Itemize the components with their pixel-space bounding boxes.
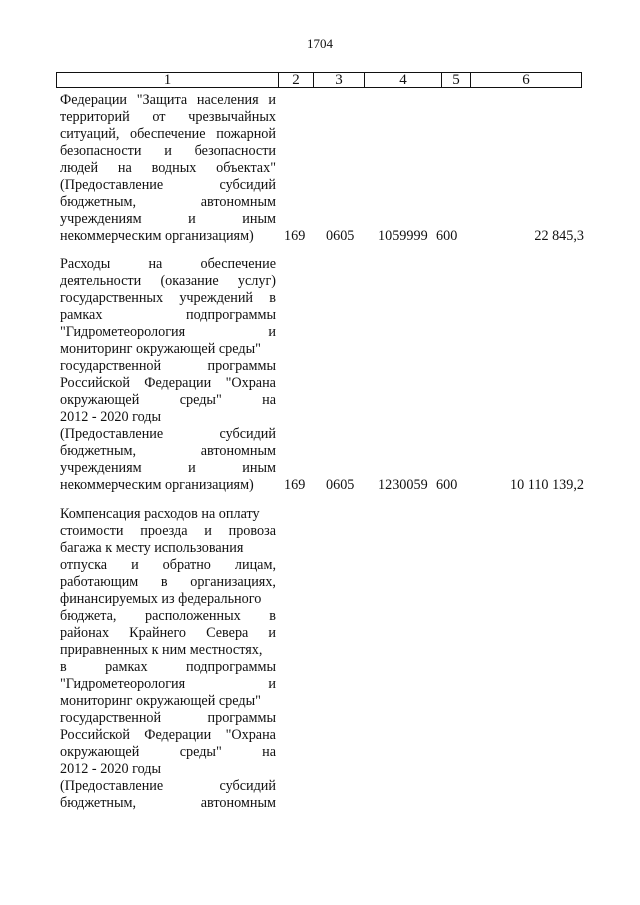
- description-line: [60, 591, 276, 608]
- description-line: [60, 693, 276, 710]
- description-word: в: [60, 659, 67, 675]
- description-line: [60, 540, 276, 557]
- description-word: проезда: [140, 523, 188, 539]
- description-line: [60, 273, 276, 290]
- row-gr: 169: [284, 477, 306, 493]
- description-word: Федерации: [144, 727, 212, 743]
- description-word: обратно: [162, 557, 211, 573]
- description-line: [60, 778, 276, 795]
- description-line: [60, 256, 276, 273]
- description-word: приравненных к ним местностях,: [60, 642, 263, 658]
- description-word: на: [262, 392, 276, 408]
- description-word: среды": [179, 744, 222, 760]
- description-word: в: [160, 574, 168, 590]
- description-word: мониторинг окружающей среды": [60, 341, 261, 357]
- description-word: программы: [207, 358, 276, 374]
- description-line: [60, 642, 276, 659]
- description-word: отпуска: [60, 557, 108, 573]
- description-word: работающим: [60, 574, 139, 590]
- description-word: автономным: [200, 443, 276, 459]
- description-word: "Охрана: [225, 727, 276, 743]
- description-line: [60, 659, 276, 676]
- description-word: субсидий: [219, 177, 276, 193]
- description-line: [60, 290, 276, 307]
- description-word: деятельности: [60, 273, 142, 289]
- description-word: расположенных: [145, 608, 241, 624]
- description-word: стоимости: [60, 523, 124, 539]
- description-word: государственной: [60, 710, 162, 726]
- row-cs: 1230059: [378, 477, 428, 493]
- description-line: [60, 126, 276, 143]
- description-word: (Предоставление: [60, 177, 164, 193]
- description-line: [60, 506, 276, 523]
- description-word: Крайнего: [129, 625, 187, 641]
- row-description: [60, 92, 276, 245]
- description-word: и: [188, 211, 196, 227]
- description-line: [60, 211, 276, 228]
- description-line: [60, 228, 276, 245]
- description-word: районах: [60, 625, 110, 641]
- description-word: Федерации: [144, 375, 212, 391]
- description-word: Компенсация расходов на оплату: [60, 506, 260, 522]
- description-word: Федерации: [60, 92, 128, 108]
- description-word: иным: [242, 460, 276, 476]
- description-word: некоммерческим организациям): [60, 228, 254, 244]
- description-word: бюджетным,: [60, 443, 137, 459]
- row-description: [60, 506, 276, 812]
- description-word: окружающей: [60, 744, 140, 760]
- description-word: государственных: [60, 290, 164, 306]
- description-line: [60, 341, 276, 358]
- description-word: и: [268, 324, 276, 340]
- description-word: лицам,: [234, 557, 276, 573]
- description-line: [60, 426, 276, 443]
- description-word: подпрограммы: [186, 659, 276, 675]
- header-col-4: 4: [365, 73, 442, 87]
- description-line: [60, 375, 276, 392]
- description-word: и: [268, 676, 276, 692]
- description-word: и: [268, 92, 276, 108]
- description-word: и: [164, 143, 172, 159]
- row-vr: 600: [436, 477, 458, 493]
- description-word: бюджетным,: [60, 795, 137, 811]
- description-word: автономным: [200, 795, 276, 811]
- description-line: [60, 523, 276, 540]
- description-word: некоммерческим организациям): [60, 477, 254, 493]
- description-word: от: [152, 109, 166, 125]
- description-word: финансируемых из федерального: [60, 591, 262, 607]
- description-word: рамках: [105, 659, 148, 675]
- description-word: учреждениям: [60, 460, 142, 476]
- row-gr: 169: [284, 228, 306, 244]
- description-word: 2012 - 2020 годы: [60, 409, 162, 425]
- description-word: учреждениям: [60, 211, 142, 227]
- description-word: безопасности: [60, 143, 142, 159]
- description-line: [60, 177, 276, 194]
- table-header: [56, 72, 582, 88]
- description-line: [60, 409, 276, 426]
- description-word: ситуаций,: [60, 126, 120, 142]
- header-col-5: 5: [442, 73, 471, 87]
- description-word: Российской: [60, 727, 130, 743]
- description-line: [60, 460, 276, 477]
- description-word: багажа к месту использования: [60, 540, 244, 556]
- description-line: [60, 676, 276, 693]
- description-word: чрезвычайных: [188, 109, 276, 125]
- description-line: [60, 358, 276, 375]
- description-word: территорий: [60, 109, 130, 125]
- description-line: [60, 92, 276, 109]
- description-word: на: [262, 744, 276, 760]
- description-line: [60, 160, 276, 177]
- description-word: и: [188, 460, 196, 476]
- row-cs: 1059999: [378, 228, 428, 244]
- header-col-2: 2: [279, 73, 314, 87]
- description-word: государственной: [60, 358, 162, 374]
- description-word: учреждений: [179, 290, 254, 306]
- description-word: подпрограммы: [186, 307, 276, 323]
- row-sum: 10 110 139,2: [510, 477, 584, 493]
- row-description: [60, 256, 276, 494]
- description-word: в: [269, 290, 276, 306]
- row-section: 0605: [326, 228, 355, 244]
- description-word: обеспечение: [130, 126, 206, 142]
- description-word: услуг): [237, 273, 276, 289]
- description-line: [60, 795, 276, 812]
- description-word: "Охрана: [225, 375, 276, 391]
- description-word: (оказание: [160, 273, 219, 289]
- description-word: обеспечение: [200, 256, 276, 272]
- description-word: среды": [179, 392, 222, 408]
- description-word: "Гидрометеорология: [60, 676, 186, 692]
- description-word: водных: [151, 160, 197, 176]
- description-word: рамках: [60, 307, 103, 323]
- description-word: объектах": [216, 160, 276, 176]
- description-word: бюджетным,: [60, 194, 137, 210]
- description-word: организациях,: [190, 574, 276, 590]
- description-line: [60, 710, 276, 727]
- description-word: пожарной: [216, 126, 276, 142]
- description-line: [60, 761, 276, 778]
- description-line: [60, 109, 276, 126]
- description-line: [60, 443, 276, 460]
- header-col-3: 3: [314, 73, 365, 87]
- description-word: иным: [242, 211, 276, 227]
- description-word: окружающей: [60, 392, 140, 408]
- page-number: 1704: [307, 36, 333, 51]
- description-word: и: [131, 557, 139, 573]
- description-word: автономным: [200, 194, 276, 210]
- description-line: [60, 324, 276, 341]
- description-word: и: [268, 625, 276, 641]
- description-word: провоза: [228, 523, 276, 539]
- header-col-6: 6: [522, 72, 530, 88]
- description-line: [60, 744, 276, 761]
- description-word: "Защита: [136, 92, 188, 108]
- row-section: 0605: [326, 477, 355, 493]
- description-word: населения: [196, 92, 259, 108]
- row-sum: 22 845,3: [534, 228, 584, 244]
- description-word: людей: [60, 160, 99, 176]
- description-word: на: [148, 256, 163, 272]
- description-word: в: [269, 608, 276, 624]
- description-word: Севера: [206, 625, 249, 641]
- description-line: [60, 574, 276, 591]
- description-line: [60, 307, 276, 324]
- description-line: [60, 557, 276, 574]
- description-word: субсидий: [219, 426, 276, 442]
- description-line: [60, 727, 276, 744]
- row-vr: 600: [436, 228, 458, 244]
- description-word: Российской: [60, 375, 130, 391]
- description-word: (Предоставление: [60, 426, 164, 442]
- description-word: бюджета,: [60, 608, 117, 624]
- description-word: на: [117, 160, 132, 176]
- description-word: "Гидрометеорология: [60, 324, 186, 340]
- description-word: 2012 - 2020 годы: [60, 761, 162, 777]
- description-line: [60, 392, 276, 409]
- description-line: [60, 194, 276, 211]
- description-word: субсидий: [219, 778, 276, 794]
- description-line: [60, 143, 276, 160]
- description-line: [60, 477, 276, 494]
- description-word: программы: [207, 710, 276, 726]
- description-line: [60, 625, 276, 642]
- description-word: безопасности: [194, 143, 276, 159]
- description-word: и: [204, 523, 212, 539]
- header-col-1: 1: [57, 73, 279, 87]
- description-word: Расходы: [60, 256, 111, 272]
- description-line: [60, 608, 276, 625]
- description-word: (Предоставление: [60, 778, 164, 794]
- description-word: мониторинг окружающей среды": [60, 693, 261, 709]
